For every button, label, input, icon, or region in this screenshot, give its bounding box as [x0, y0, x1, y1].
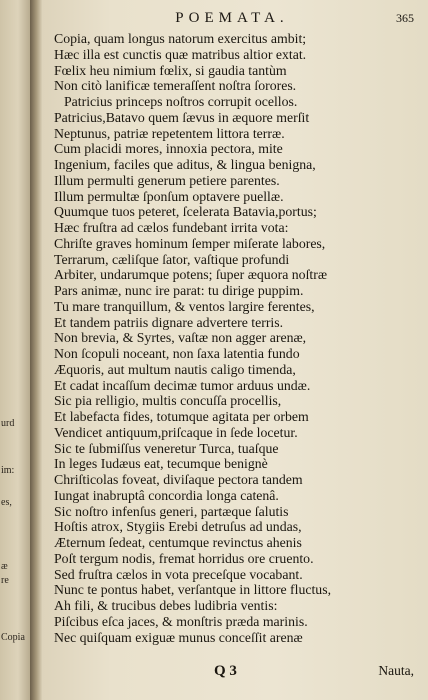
verse-line: Patricius princeps noſtros corrupit ocellos.: [64, 94, 298, 109]
verse-line: Cum placidi mores, innoxia pectora, mite: [54, 141, 283, 157]
verse-line: Æternum ſedeat, centumque revinctus ahenis: [54, 535, 302, 550]
left-page-fragment: æ: [1, 561, 8, 572]
verse-line: Pars animæ, nunc ire parat: tu dirige puppim.: [54, 283, 304, 298]
verse-line: Non brevia, & Syrtes, vaſtæ non agger arenæ,: [54, 330, 307, 346]
verse-line: Quumque tuos peteret, ſcelerata Batavia,portus;: [54, 204, 317, 220]
verse-text: [54, 31, 422, 645]
verse-line: Et labefacta fides, totumque agitata per orbem: [54, 409, 309, 424]
verse-line: Et tandem patriis dignare advertere terris.: [54, 314, 284, 330]
page-number: 365: [396, 11, 414, 25]
page-header: [42, 10, 422, 32]
verse-line: Hæc illa est cunctis quæ matribus altior extat.: [54, 46, 307, 62]
left-page-fragment: re: [1, 575, 9, 586]
verse-line: In leges Iudæus eat, tecumque benignè: [54, 456, 268, 472]
running-title: POEMATA.: [175, 10, 289, 26]
verse-line: Hæc fruſtra ad cælos fundebant irrita vota:: [54, 220, 289, 235]
verse-line: Non citò lanificæ temeraſſent noſtra ſorores.: [54, 78, 297, 94]
verse-line: Chriſticolas foveat, diviſaque pectora tandem: [54, 472, 303, 487]
verse-line: Nec quiſquam exiguæ munus conceſſit arenæ: [54, 629, 303, 645]
verse-line: Hoſtis atrox, Stygiis Erebi detruſus ad undas,: [54, 519, 302, 535]
verse-line: Sic pia relligio, multis concuſſa procellis,: [54, 393, 282, 409]
signature-mark: Q 3: [214, 663, 237, 679]
verse-line: Neptunus, patriæ repetentem littora terræ.: [54, 125, 285, 141]
verse-line: Terrarum, cæliſque ſator, vaſtique profundi: [54, 251, 290, 267]
verse-line: Illum permulti generum petiere parentes.: [54, 172, 280, 188]
verse-line: Piſcibus eſca jaces, & monſtris præda marinis.: [54, 613, 308, 629]
left-page-fragment: im:: [1, 465, 15, 476]
left-page-edge: [0, 0, 30, 700]
verse-line: Et cadat incaſſum decimæ tumor arduus undæ.: [54, 377, 311, 393]
left-page-fragment: es,: [1, 497, 12, 508]
verse-line: Fœlix heu nimium fœlix, si gaudia tantùm: [54, 62, 287, 78]
verse-line: Sic noſtro infenſus generi, partæque ſalutis: [54, 503, 289, 519]
verse-line: Patricius,Batavo quem ſævus in æquore merſit: [54, 109, 310, 125]
verse-line: Æquoris, aut multum nautis caligo timenda,: [54, 361, 296, 377]
verse-line: Non ſcopuli noceant, non ſaxa latentia fundo: [54, 346, 300, 361]
verse-line: Tu mare tranquillum, & ventos largire ferentes,: [54, 298, 315, 314]
verse-line: Sed fruſtra cælos in vota preceſque vocabant.: [54, 566, 303, 582]
verse-line: Nunc te pontus habet, verſantque in littore fluctus,: [54, 582, 332, 598]
verse-line: Sic te ſubmiſſus veneretur Turca, tuaſque: [54, 440, 279, 456]
verse-line: Arbiter, undarumque potens; ſuper æquora noſtræ: [54, 267, 328, 283]
book-gutter: [30, 0, 42, 700]
verse-line: Ah fili, & trucibus debes ludibria ventis:: [54, 598, 278, 613]
verse-line: Vendicet antiquum,priſcaque in ſede locetur.: [54, 424, 298, 440]
verse-line: Copia, quam longus natorum exercitus ambit;: [54, 31, 307, 46]
page-footer: [42, 663, 422, 683]
left-page-fragment: urd: [1, 418, 15, 429]
catchword: Nauta,: [378, 663, 414, 678]
verse-line: Poſt tergum nodis, fremat horridus ore cruento.: [54, 550, 314, 566]
left-page-fragment: Copia: [1, 632, 25, 643]
book-page: [42, 0, 428, 700]
verse-line: Chriſte graves hominum ſemper miſerate labores,: [54, 235, 326, 251]
verse-line: Illum permultæ ſponſum optavere puellæ.: [54, 188, 284, 204]
verse-line: Iungat inabruptâ concordia longa catenâ.: [54, 487, 279, 503]
verse-line: Ingenium, faciles que aditus, & lingua benigna,: [54, 157, 316, 172]
